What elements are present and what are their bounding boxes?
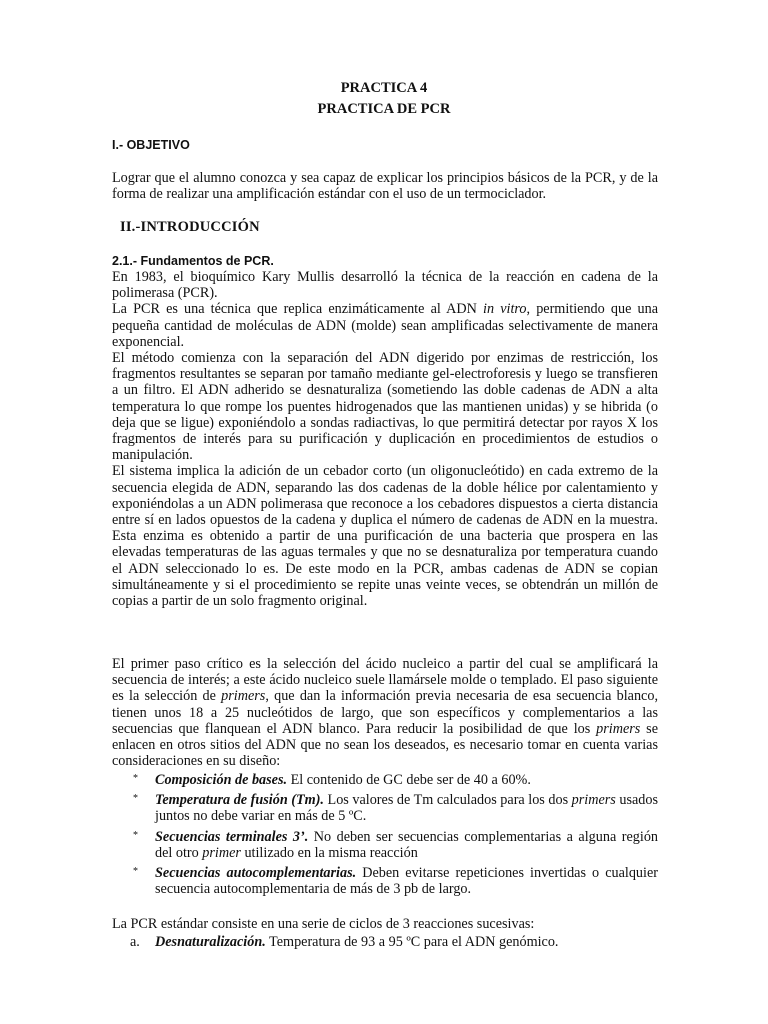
paragraph-system: El sistema implica la adición de un cebador corto (un oligonucleótido) en cada extremo de la secuencia elegida de ADN, separando las dos cadenas de la doble hélice por calentamiento y exponiéndolas a un ADN polimerasa que reconoce a los cebadores dispuestos a cierta distancia entre sí en lados opuestos de la cadena y duplica el número de cadenas de ADN en la muestra. Esta enzima es obtenido a partir de una purificación de una bacteria que prospera en las elevadas temperaturas de las aguas termales y que no se desnaturaliza por temperatura cuando el ADN seleccionado lo es. De este modo en la PCR, ambas cadenas de ADN se copian simultáneamente y si el procedimiento se repite unas veinte veces, se obtendrán un millón de copias a partir de un solo fragmento original. [112, 463, 658, 610]
paragraph-primers: El primer paso crítico es la selección del ácido nucleico a partir del cual se amplificará la secuencia de interés; a este ácido nucleico suele llamársele molde o templado. El paso siguiente es la selección de primers, que dan la información previa necesaria de esa secuencia blanco, tienen unos 18 a 25 nucleótidos de largo, que son específicos y complementarios a las secuencias que flanquean el ADN blanco. Para reducir la posibilidad de que los primers se enlacen en otros sitios del ADN que no sean los deseados, es necesario tomar en cuenta varias consideraciones en su diseño: [112, 656, 658, 770]
step-label: a. [130, 934, 140, 950]
bullet-icon: * [133, 829, 138, 841]
paragraph-method: El método comienza con la separación del ADN digerido por enzimas de restricción, los fragmentos resultantes se separan por tamaño mediante gel-electroforesis y luego se transfieren a un filtro. El ADN adherido se desnaturaliza (sometiendo las doble cadenas de ADN a alta temperatura lo que rompe los puentes hidrogenados que las mantienen unidas) y se hibrida (o deja que se ligue) exponiéndolo a sondas radiactivas, lo que permitirá detectar por rayos X los fragmentos de interés para su purificación y duplicación en procedimientos de estudios o manipulación. [112, 350, 658, 464]
document-title: PRACTICA 4 [340, 80, 428, 96]
list-item: * Composición de bases. El contenido de GC debe ser de 40 a 60%. [133, 772, 531, 788]
objective-paragraph [112, 170, 658, 202]
document-subtitle: PRACTICA DE PCR [317, 101, 451, 117]
bullet-icon: * [133, 793, 138, 805]
section-heading-introduccion: II.-INTRODUCCIÓN [120, 219, 260, 235]
paragraph-definition: La PCR es una técnica que replica enzimáticamente al ADN in vitro, permitiendo que una pequeña cantidad de moléculas de ADN (molde) sean amplificadas selectivamente de manera exponencial. [112, 301, 658, 350]
bullet-icon: * [133, 773, 138, 784]
list-item: * Secuencias autocomplementarias. Deben evitarse repeticiones invertidas o cualquier secuencia autocomplementaria de más de 3 pb de largo. [133, 865, 658, 898]
pcr-steps-list [130, 934, 658, 950]
list-item: * Secuencias terminales 3’. No deben ser secuencias complementarias a alguna región del otro primer utilizado en la misma reacción [133, 828, 659, 861]
section-heading-objetivo: I.- OBJETIVO [112, 138, 190, 152]
primer-design-list [130, 772, 658, 897]
bullet-icon: * [133, 866, 138, 878]
list-item: a. Desnaturalización. Temperatura de 93 a 95 ºC para el ADN genómico. [130, 934, 559, 950]
subsection-heading-fundamentos: 2.1.- Fundamentos de PCR. [112, 254, 274, 268]
objective-text: Lograr que el alumno conozca y sea capaz de explicar los principios básicos de la PCR, y de la forma de realizar una amplificación estándar con el uso de un termociclador. [112, 170, 658, 203]
introduction-body [112, 269, 658, 609]
paragraph-history: En 1983, el bioquímico Kary Mullis desarrolló la técnica de la reacción en cadena de la polimerasa (PCR). [112, 269, 658, 302]
list-item: * Temperatura de fusión (Tm). Los valores de Tm calculados para los dos primers usados juntos no debe variar en más de 5 ºC. [133, 792, 658, 825]
paragraph-cycles: La PCR estándar consiste en una serie de ciclos de 3 reacciones sucesivas: [112, 916, 535, 932]
